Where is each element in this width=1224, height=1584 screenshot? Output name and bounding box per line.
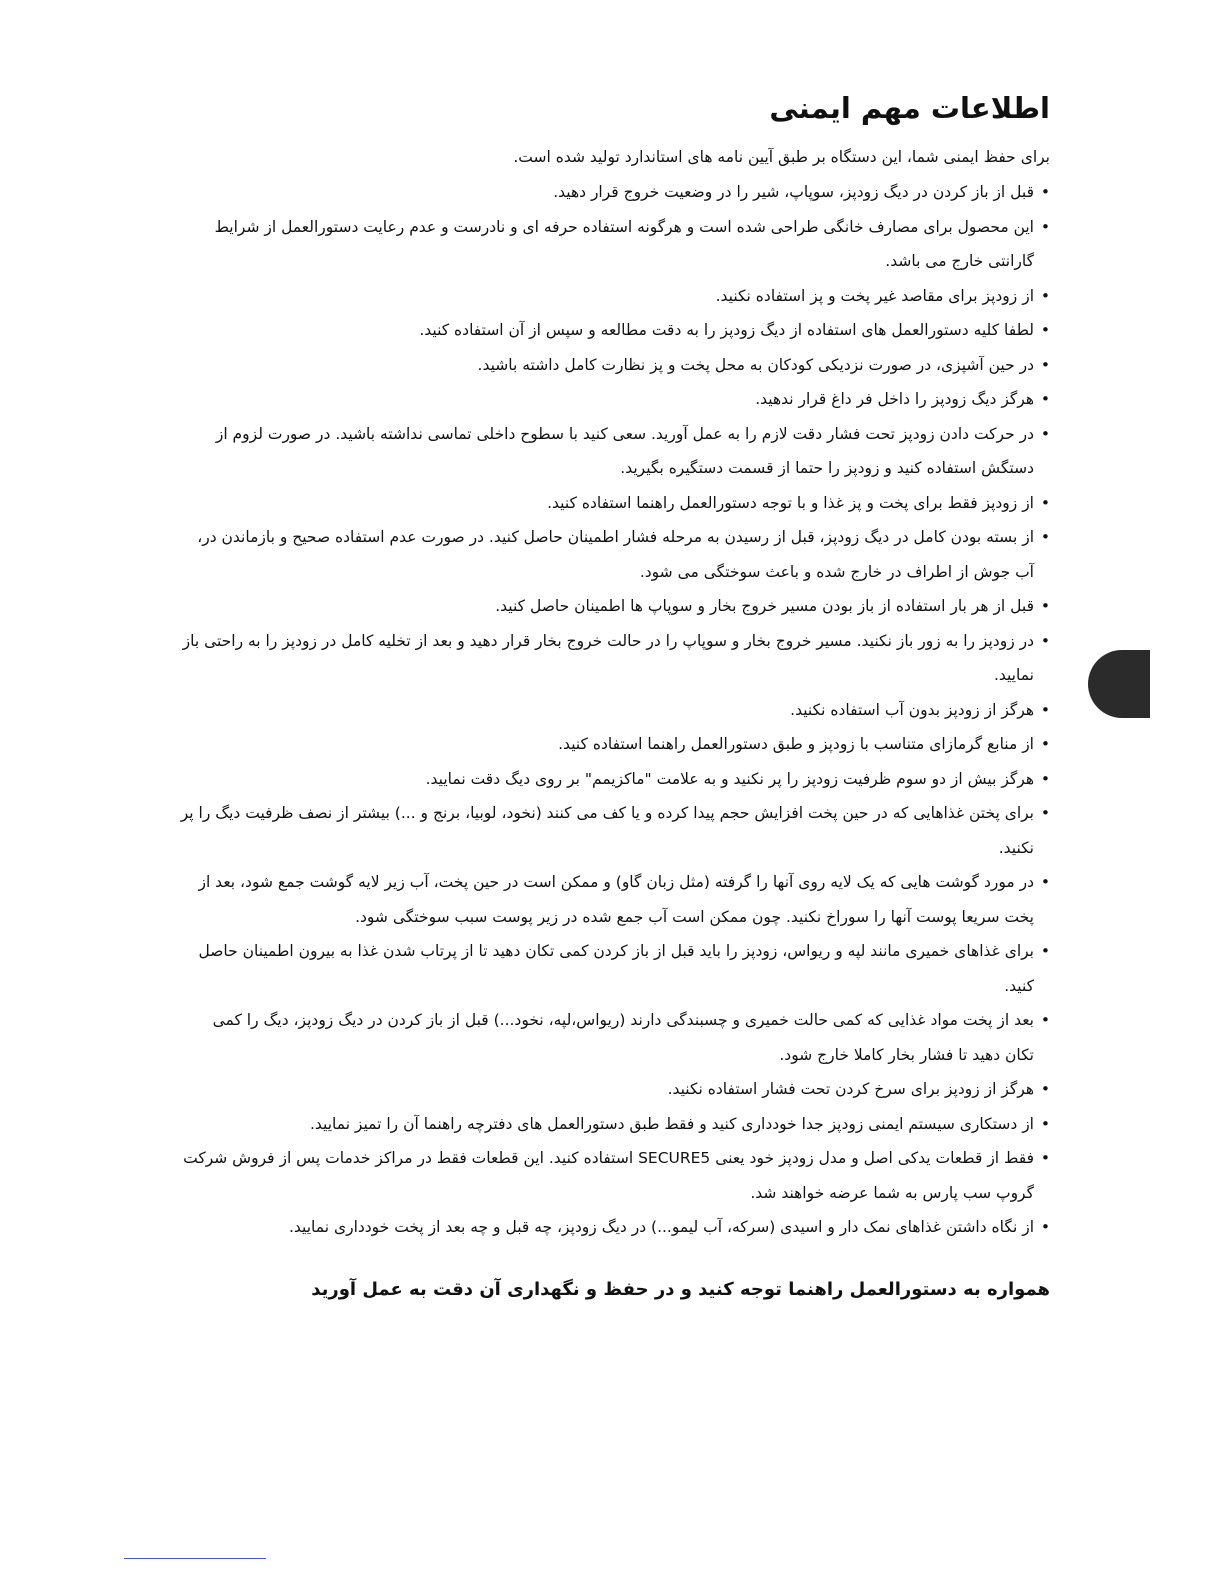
page-title: اطلاعات مهم ایمنی — [769, 91, 1050, 125]
intro-text: برای حفظ ایمنی شما، این دستگاه بر طبق آیین نامه های استاندارد تولید شده است. — [513, 148, 1050, 166]
footnote-divider — [124, 1558, 266, 1559]
safety-rule-item: • در مورد گوشت هایی که یک لایه روی آنها را گرفته (مثل زبان گاو) و ممکن است در حین پخت، آب زیر لایه گوشت جمع شود، بعد از پخت سریعا پوست آنها را سوراخ نکنید. چون ممکن است آب جمع شده در زیر پوست سبب سوختگی شود. — [180, 865, 1050, 934]
safety-rule-item: • قبل از باز کردن در دیگ زودپز، سوپاپ، شیر را در وضعیت خروج قرار دهید. — [180, 175, 1050, 210]
safety-rule-item: • از دستکاری سیستم ایمنی زودپز جدا خودداری کنید و فقط طبق دستورالعمل های دفترچه راهنما آن را تمیز نمایید. — [180, 1107, 1050, 1142]
safety-rule-item: • هرگز دیگ زودپز را داخل فر داغ قرار ندهید. — [180, 382, 1050, 417]
safety-rule-item: • از زودپز برای مقاصد غیر پخت و پز استفاده نکنید. — [180, 279, 1050, 314]
safety-rule-item: • بعد از پخت مواد غذایی که کمی حالت خمیری و چسبندگی دارند (ریواس،لپه، نخود...) قبل از باز کردن در دیگ زودپز، دیگ را کمی تکان دهید تا فشار بخار کاملا خارج شود. — [180, 1003, 1050, 1072]
safety-rule-item: • هرگز از زودپز بدون آب استفاده نکنید. — [180, 693, 1050, 728]
safety-rule-item: • این محصول برای مصارف خانگی طراحی شده است و هرگونه استفاده حرفه ای و نادرست و عدم رعایت دستورالعمل از شرایط گارانتی خارج می باشد. — [180, 210, 1050, 279]
safety-rule-item: • فقط از قطعات یدکی اصل و مدل زودپز خود یعنی SECURE5 استفاده کنید. این قطعات فقط در مراکز خدمات پس از فروش شرکت گروپ سب پارس به شما عرضه خواهند شد. — [180, 1141, 1050, 1210]
safety-rule-item: • برای غذاهای خمیری مانند لپه و ریواس، زودپز را باید قبل از باز کردن کمی تکان دهید تا از پرتاب شدن غذا به بیرون اطمینان حاصل کنید. — [180, 934, 1050, 1003]
section-tab-marker — [1088, 650, 1150, 718]
safety-rule-item: • در حرکت دادن زودپز تحت فشار دقت لازم را به عمل آورید. سعی کنید با سطوح داخلی تماسی نداشته باشید. در صورت لزوم از دستگش استفاده کنید و زودپز را حتما از قسمت دستگیره بگیرید. — [180, 417, 1050, 486]
safety-rule-item: • در زودپز را به زور باز نکنید. مسیر خروج بخار و سوپاپ را در حالت خروج بخار قرار دهید و بعد از تخلیه کامل در زودپز را به راحتی باز نمایید. — [180, 624, 1050, 693]
safety-rule-item: • در حین آشپزی، در صورت نزدیکی کودکان به محل پخت و پز نظارت کامل داشته باشید. — [180, 348, 1050, 383]
safety-rule-item: • هرگز بیش از دو سوم ظرفیت زودپز را پر نکنید و به علامت "ماکزیمم" بر روی دیگ دقت نمایید. — [180, 762, 1050, 797]
safety-rule-item: • قبل از هر بار استفاده از باز بودن مسیر خروج بخار و سوپاپ ها اطمینان حاصل کنید. — [180, 589, 1050, 624]
safety-rules-list — [180, 175, 1050, 1245]
safety-info-section — [180, 88, 1050, 1323]
safety-rule-item: • برای پختن غذاهایی که در حین پخت افزایش حجم پیدا کرده و یا کف می کنند (نخود، لوبیا، برنج و ...) بیشتر از نصف ظرفیت دیگ را پر نکنید. — [180, 796, 1050, 865]
footer-note: همواره به دستورالعمل راهنما توجه کنید و در حفظ و نگهداری آن دقت به عمل آورید — [311, 1278, 1050, 1300]
safety-rule-item: • از زودپز فقط برای پخت و پز غذا و با توجه دستورالعمل راهنما استفاده کنید. — [180, 486, 1050, 521]
safety-rule-item: • از نگاه داشتن غذاهای نمک دار و اسیدی (سرکه، آب لیمو...) در دیگ زودپز، چه قبل و چه بعد از پخت خودداری نمایید. — [180, 1210, 1050, 1245]
safety-rule-item: • از بسته بودن کامل در دیگ زودپز، قبل از رسیدن به مرحله فشار اطمینان حاصل کنید. در صورت عدم استفاده صحیح و بازماندن در، آب جوش از اطراف در خارج شده و باعث سوختگی می شود. — [180, 520, 1050, 589]
safety-rule-item: • هرگز از زودپز برای سرخ کردن تحت فشار استفاده نکنید. — [180, 1072, 1050, 1107]
safety-rule-item: • لطفا کلیه دستورالعمل های استفاده از دیگ زودپز را به دقت مطالعه و سپس از آن استفاده کنید. — [180, 313, 1050, 348]
safety-rule-item: • از منابع گرمازای متناسب با زودپز و طبق دستورالعمل راهنما استفاده کنید. — [180, 727, 1050, 762]
